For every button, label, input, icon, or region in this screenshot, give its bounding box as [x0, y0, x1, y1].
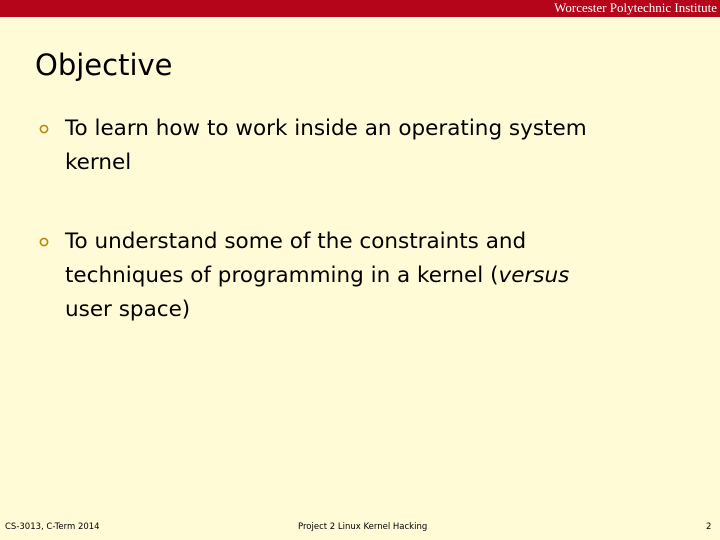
bullet-line: kernel [65, 150, 132, 175]
bullet-text [65, 225, 665, 327]
institution-name: Worcester Polytechnic Institute [554, 0, 717, 15]
italic-emphasis: versus [498, 263, 570, 288]
footer-course: CS-3013, C-Term 2014 [5, 522, 100, 532]
bullet-line [65, 259, 665, 293]
circle-bullet-icon [39, 237, 49, 247]
bullet-line: user space) [65, 297, 191, 322]
bullet-line: To understand some of the constraints and [65, 229, 527, 254]
bullet-text [65, 112, 665, 180]
footer-topic: Project 2 Linux Kernel Hacking [298, 522, 428, 532]
page-number: 2 [706, 522, 712, 532]
circle-bullet-icon [39, 124, 49, 134]
slide-title: Objective [35, 48, 173, 82]
bullet-line-text: techniques of programming in a kernel ( [65, 263, 499, 288]
header-bar [0, 0, 720, 17]
bullet-line: To learn how to work inside an operating system [65, 116, 587, 141]
